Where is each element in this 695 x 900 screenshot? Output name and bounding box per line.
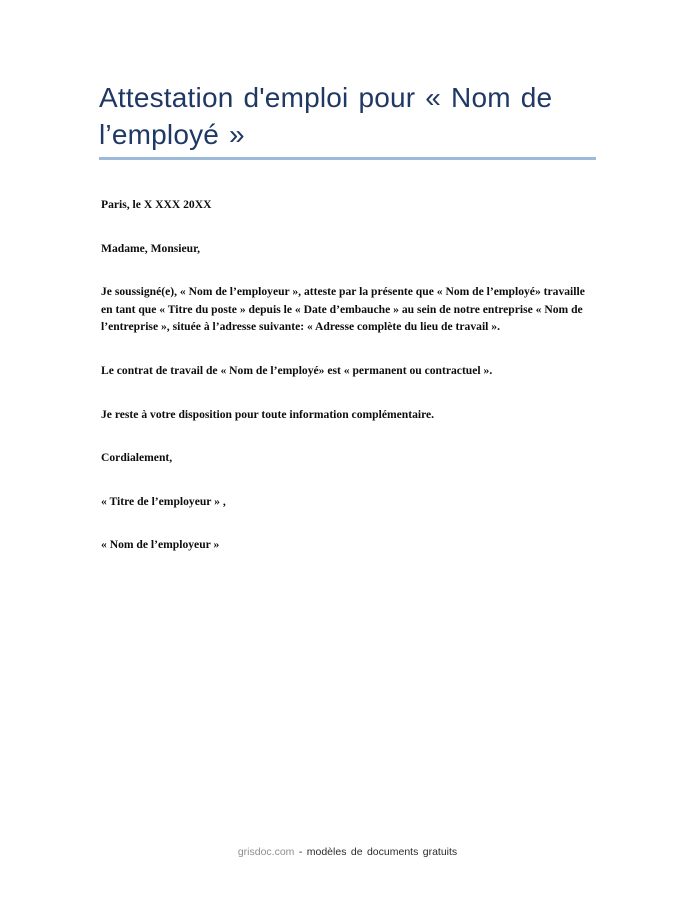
signature-title: « Titre de l’employeur » , bbox=[101, 494, 226, 508]
closing-salutation: Cordialement, bbox=[101, 451, 173, 465]
title-divider bbox=[99, 157, 596, 160]
salutation: Madame, Monsieur, bbox=[101, 241, 201, 255]
paragraph-contract-type: Le contrat de travail de « Nom de l’employé» est « permanent ou contractuel ». bbox=[101, 364, 493, 378]
page-title: Attestation d'emploi pour « Nom de l’employé » bbox=[99, 82, 553, 150]
paragraph-attestation: Je soussigné(e), « Nom de l’employeur », atteste par la présente que « Nom de l’employé» travaille en tant que « Titre du poste » depuis le « Date d’embauche » au sein de notre entreprise « Nom de l’entreprise », située à l’adresse suivante: « Adresse complète du lieu de travail ». bbox=[101, 285, 585, 334]
date-line: Paris, le X XXX 20XX bbox=[101, 198, 212, 211]
letter-body bbox=[101, 196, 599, 554]
signature-name: « Nom de l’employeur » bbox=[101, 538, 220, 552]
page-footer bbox=[0, 846, 695, 858]
footer-brand: grisdoc.com bbox=[237, 846, 295, 858]
paragraph-availability: Je reste à votre disposition pour toute information complémentaire. bbox=[101, 407, 435, 421]
footer-tagline: - modèles de documents gratuits bbox=[298, 846, 458, 858]
